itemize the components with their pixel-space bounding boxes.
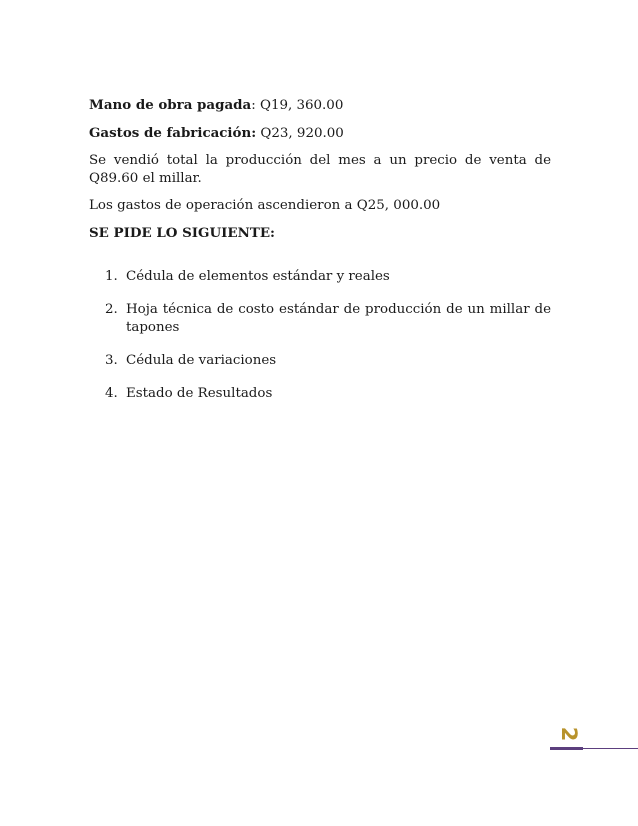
labor-line bbox=[89, 96, 551, 115]
footer-rule bbox=[583, 748, 638, 749]
page-content bbox=[89, 96, 551, 418]
sales-line: Se vendió total la producción del mes a un precio de venta de Q89.60 el millar. bbox=[89, 153, 551, 186]
section-heading: SE PIDE LO SIGUIENTE: bbox=[89, 225, 275, 241]
list-item-number: 1. bbox=[105, 269, 118, 284]
overhead-label: Gastos de fabricación: bbox=[89, 125, 257, 141]
overhead-value: Q23, 920.00 bbox=[256, 126, 344, 141]
list-item-number: 2. bbox=[105, 302, 118, 317]
operating-expenses-line: Los gastos de operación ascendieron a Q25, 000.00 bbox=[89, 198, 441, 213]
overhead-line bbox=[89, 124, 551, 143]
list-item-text: Estado de Resultados bbox=[126, 386, 273, 401]
footer-accent-bar bbox=[550, 747, 583, 750]
list-item bbox=[89, 301, 551, 337]
list-item-text: Hoja técnica de costo estándar de producción de un millar de tapones bbox=[126, 302, 551, 335]
labor-separator: : bbox=[251, 98, 256, 113]
list-item-number: 3. bbox=[105, 353, 118, 368]
labor-label: Mano de obra pagada bbox=[89, 97, 252, 113]
list-item-number: 4. bbox=[105, 386, 118, 401]
list-item bbox=[89, 352, 551, 370]
list-item bbox=[89, 385, 551, 403]
labor-value: Q19, 360.00 bbox=[255, 98, 344, 113]
list-item bbox=[89, 268, 551, 286]
list-item-text: Cédula de variaciones bbox=[126, 353, 277, 368]
page-number: 2 bbox=[557, 726, 581, 742]
list-item-text: Cédula de elementos estándar y reales bbox=[126, 269, 390, 284]
task-list bbox=[89, 268, 551, 403]
